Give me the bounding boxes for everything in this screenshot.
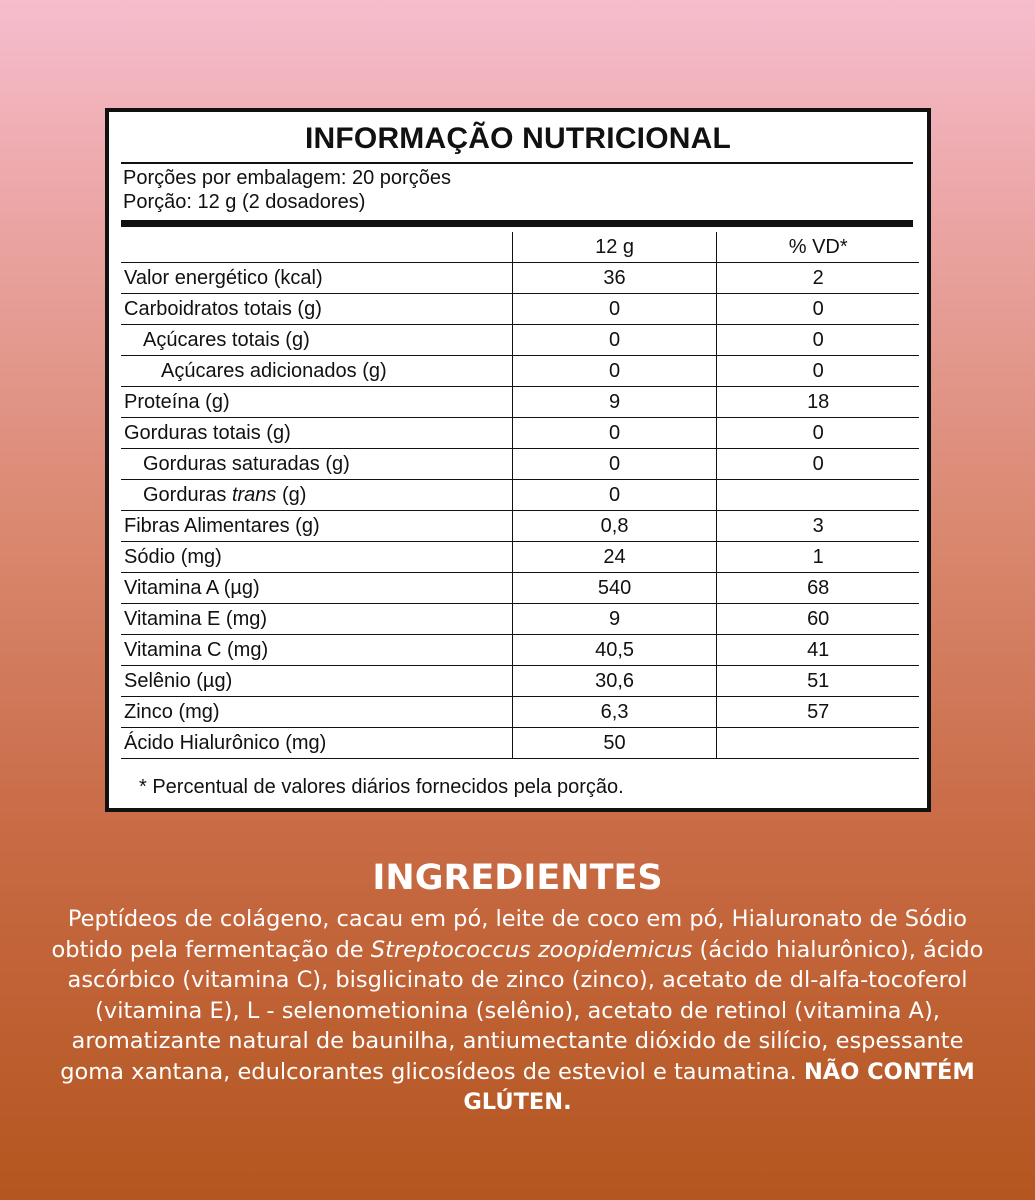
- nutrient-daily-value: 0: [717, 294, 919, 325]
- nutrient-label: Açúcares adicionados (g): [121, 356, 512, 387]
- nutrient-daily-value: 0: [717, 325, 919, 356]
- title-divider: [121, 162, 913, 164]
- nutrient-daily-value: 3: [717, 511, 919, 542]
- nutrient-label: Gorduras totais (g): [121, 418, 512, 449]
- ingredients-text: [40, 904, 995, 1118]
- ingredients-part-1: Peptídeos de colágeno, cacau em pó, leite de coco em pó, Hialuronato de Sódio obtido pela fermentação de: [51, 906, 968, 963]
- nutrient-daily-value: 2: [717, 263, 919, 294]
- nutrient-label: Valor energético (kcal): [121, 263, 512, 294]
- nutrient-label: Sódio (mg): [121, 542, 512, 573]
- nutrient-daily-value: 41: [717, 635, 919, 666]
- nutrient-daily-value: 1: [717, 542, 919, 573]
- nutrient-amount: 0: [512, 294, 717, 325]
- table-row: [121, 480, 919, 511]
- nutrient-amount: 0: [512, 418, 717, 449]
- nutrient-amount: 540: [512, 573, 717, 604]
- table-row: [121, 356, 919, 387]
- table-row: [121, 573, 919, 604]
- nutrient-daily-value: 51: [717, 666, 919, 697]
- nutrient-amount: 50: [512, 728, 717, 759]
- table-row: [121, 449, 919, 480]
- table-row: [121, 697, 919, 728]
- nutrient-daily-value: 68: [717, 573, 919, 604]
- nutrient-label: Açúcares totais (g): [121, 325, 512, 356]
- nutrient-amount: 36: [512, 263, 717, 294]
- nutrient-daily-value: 18: [717, 387, 919, 418]
- nutrient-label: Gorduras saturadas (g): [121, 449, 512, 480]
- nutrient-amount: 0: [512, 480, 717, 511]
- table-header-row: [121, 232, 919, 263]
- nutrient-amount: 9: [512, 604, 717, 635]
- nutrient-amount: 40,5: [512, 635, 717, 666]
- nutrient-label: Ácido Hialurônico (mg): [121, 728, 512, 759]
- nutrient-amount: 30,6: [512, 666, 717, 697]
- table-row: [121, 294, 919, 325]
- header-amount: 12 g: [512, 232, 717, 263]
- nutrition-title: INFORMAÇÃO NUTRICIONAL: [304, 122, 732, 155]
- nutrient-amount: 0: [512, 356, 717, 387]
- nutrient-label: Proteína (g): [121, 387, 512, 418]
- table-row: [121, 604, 919, 635]
- table-row: [121, 263, 919, 294]
- table-row: [121, 542, 919, 573]
- nutrient-daily-value: 57: [717, 697, 919, 728]
- nutrient-label: Vitamina C (mg): [121, 635, 512, 666]
- nutrient-label: Zinco (mg): [121, 697, 512, 728]
- nutrient-label: Carboidratos totais (g): [121, 294, 512, 325]
- header-blank-cell: [121, 232, 512, 263]
- table-row: [121, 387, 919, 418]
- nutrient-daily-value: [717, 480, 919, 511]
- nutrient-daily-value: 0: [717, 449, 919, 480]
- table-row: [121, 635, 919, 666]
- nutrient-amount: 9: [512, 387, 717, 418]
- servings-per-package: Porções por embalagem: 20 porções: [123, 167, 451, 189]
- serving-size: Porção: 12 g (2 dosadores): [123, 191, 366, 213]
- nutrient-label: Vitamina A (µg): [121, 573, 512, 604]
- nutrient-label: Gorduras trans (g): [121, 480, 512, 511]
- nutrient-daily-value: 0: [717, 356, 919, 387]
- nutrient-daily-value: 0: [717, 418, 919, 449]
- ingredients-title: INGREDIENTES: [372, 858, 663, 898]
- footnote: * Percentual de valores diários fornecidos pela porção.: [139, 776, 624, 798]
- nutrition-facts-panel: [105, 108, 931, 812]
- nutrient-amount: 0,8: [512, 511, 717, 542]
- nutrient-daily-value: [717, 728, 919, 759]
- nutrient-amount: 24: [512, 542, 717, 573]
- ingredients-part-2: (ácido hialurônico), ácido ascórbico (vitamina C), bisglicinato de zinco (zinco), acetato de dl-alfa-tocoferol (vitamina E), L - selenometionina (selênio), acetato de retinol (vitamina A), aromatizante natural de baunilha, antiumectante dióxido de silício, espessante goma xantana, edulcorantes glicosídeos de esteviol e taumatina.: [60, 936, 984, 1085]
- nutrient-amount: 0: [512, 449, 717, 480]
- nutrient-daily-value: 60: [717, 604, 919, 635]
- table-row: [121, 418, 919, 449]
- nutrient-amount: 6,3: [512, 697, 717, 728]
- header-daily-value: % VD*: [717, 232, 919, 263]
- table-row: [121, 666, 919, 697]
- nutrient-label: Vitamina E (mg): [121, 604, 512, 635]
- nutrient-label: Selênio (µg): [121, 666, 512, 697]
- thick-divider: [121, 220, 913, 227]
- nutrition-table: [121, 232, 919, 759]
- ingredients-species-name: Streptococcus zoopidemicus: [370, 936, 693, 963]
- nutrient-label: Fibras Alimentares (g): [121, 511, 512, 542]
- table-row: [121, 728, 919, 759]
- table-row: [121, 325, 919, 356]
- nutrition-table-body: [121, 232, 919, 759]
- gluten-warning: NÃO CONTÉM GLÚTEN.: [463, 1058, 975, 1115]
- table-row: [121, 511, 919, 542]
- nutrient-amount: 0: [512, 325, 717, 356]
